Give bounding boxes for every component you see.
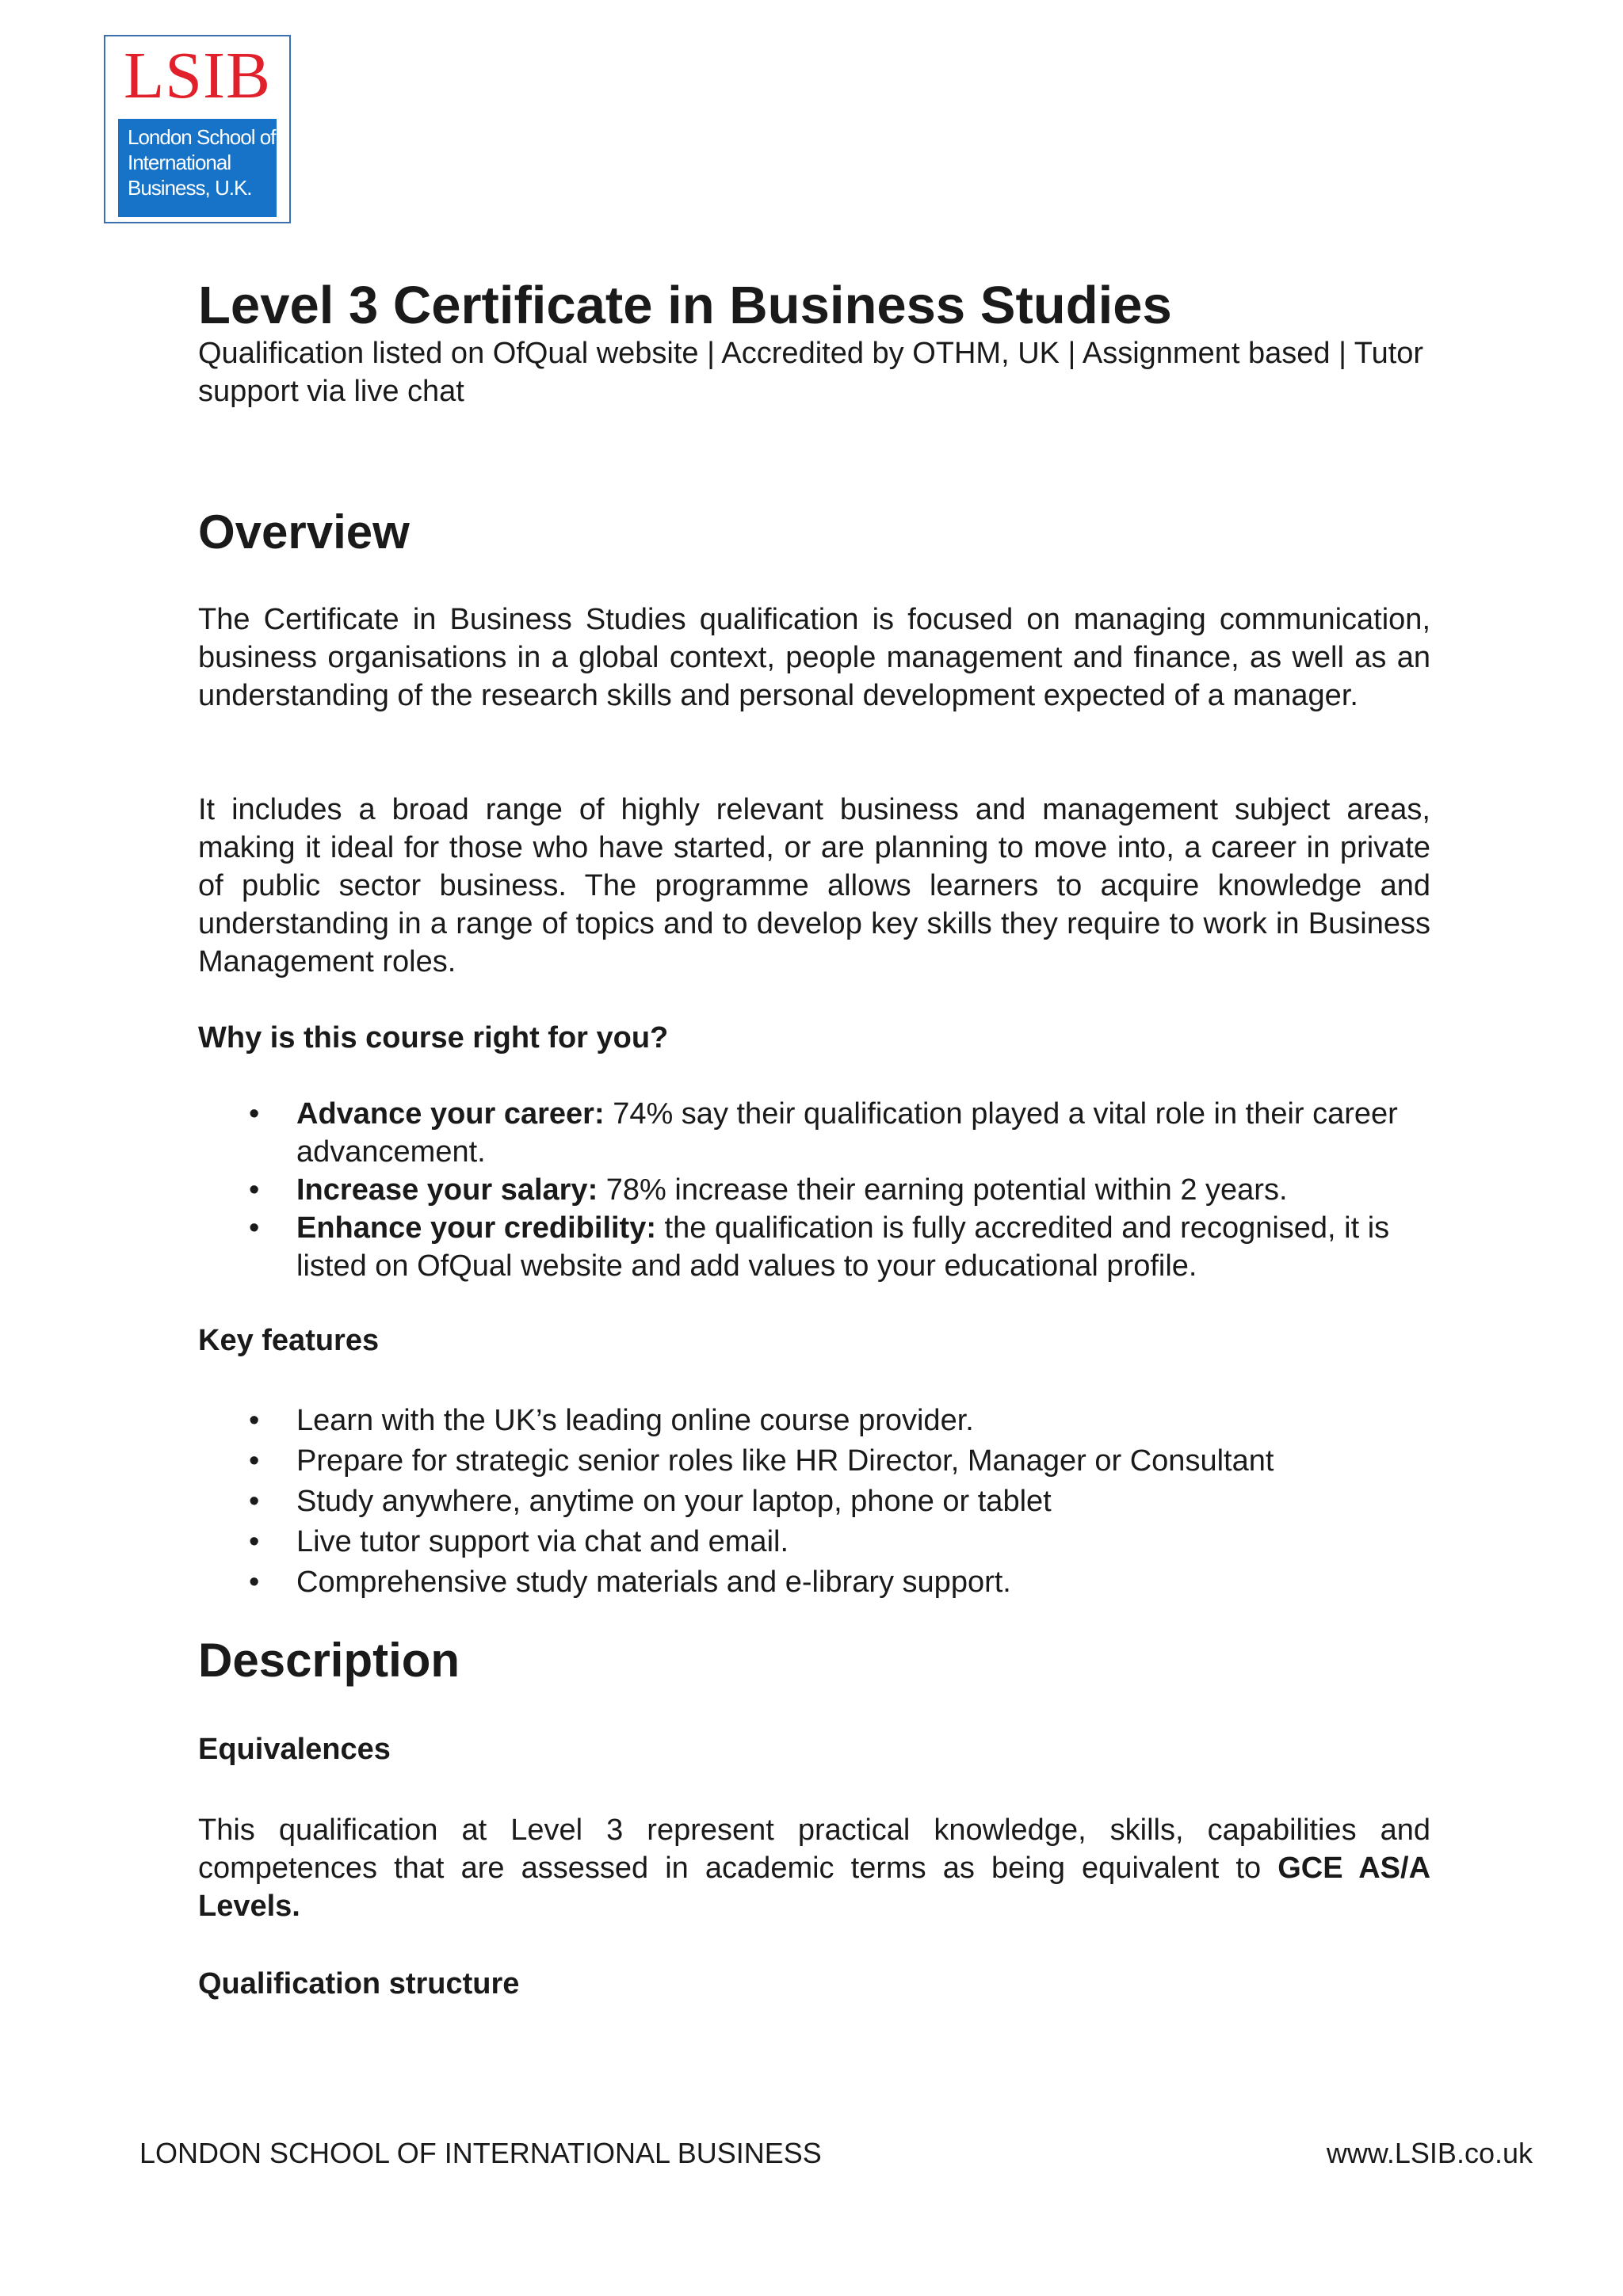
- bullet-icon: •: [249, 1566, 260, 1599]
- list-item: [198, 1482, 1430, 1522]
- footer-school-name: LONDON SCHOOL OF INTERNATIONAL BUSINESS: [139, 2137, 822, 2169]
- bullet-icon: •: [249, 1211, 260, 1245]
- list-item: [198, 1562, 1430, 1603]
- logo-line-3: Business, U.K.: [128, 176, 252, 200]
- page-title: Level 3 Certificate in Business Studies: [198, 276, 1172, 335]
- description-heading: Description: [198, 1634, 460, 1687]
- page-subtitle: Qualification listed on OfQual website | Accredited by OTHM, UK | Assignment based | Tutor support via live chat: [198, 337, 1424, 408]
- why-heading: Why is this course right for you?: [198, 1021, 669, 1055]
- item-bold: Increase your salary:: [296, 1173, 598, 1207]
- bullet-icon: •: [249, 1404, 260, 1437]
- bullet-icon: •: [249, 1173, 260, 1207]
- list-item: [198, 1095, 1430, 1171]
- logo-line-1: London School of: [128, 125, 276, 149]
- bullet-icon: •: [249, 1444, 260, 1478]
- overview-paragraph-1: The Certificate in Business Studies qualification is focused on managing communication, business organisations in a global context, people management and finance, as well as an understanding of the research skills and personal development expected of a manager.: [198, 603, 1430, 712]
- item-text: 78% increase their earning potential within 2 years.: [598, 1173, 1288, 1207]
- item-text: Comprehensive study materials and e-library support.: [296, 1566, 1011, 1599]
- lsib-logo: [104, 35, 291, 223]
- list-item: [198, 1441, 1430, 1482]
- footer-website-link[interactable]: www.LSIB.co.uk: [1326, 2137, 1533, 2169]
- key-features-heading: Key features: [198, 1324, 380, 1357]
- overview-paragraph-2: It includes a broad range of highly relevant business and management subject areas, making it ideal for those who have started, or are planning to move into, a career in private of public sector business. The programme allows learners to acquire knowledge and understanding in a range of topics and to develop key skills they require to work in Business Management roles.: [198, 793, 1430, 978]
- item-text: Study anywhere, anytime on your laptop, phone or tablet: [296, 1485, 1052, 1518]
- why-list: [198, 1095, 1430, 1285]
- equivalences-bold: GCE AS/A Levels.: [198, 1852, 1431, 1923]
- equivalences-text: This qualification at Level 3 represent practical knowledge, skills, capabilities and competences that are assessed in academic terms as being equivalent to: [198, 1814, 1430, 1885]
- bullet-icon: •: [249, 1485, 260, 1518]
- item-text: Prepare for strategic senior roles like HR Director, Manager or Consultant: [296, 1444, 1274, 1478]
- list-item: [198, 1522, 1430, 1562]
- list-item: [198, 1401, 1430, 1441]
- item-text: Learn with the UK’s leading online course provider.: [296, 1404, 974, 1437]
- bullet-icon: •: [249, 1525, 260, 1558]
- item-text: Live tutor support via chat and email.: [296, 1525, 789, 1558]
- bullet-icon: •: [249, 1097, 260, 1131]
- item-bold: Advance your career:: [296, 1097, 605, 1131]
- qualification-structure-heading: Qualification structure: [198, 1967, 520, 2000]
- overview-heading: Overview: [198, 505, 410, 559]
- item-text: 74% say their qualification played a vital role in their career advancement.: [296, 1097, 1398, 1169]
- list-item: [198, 1209, 1430, 1285]
- key-features-list: [198, 1401, 1430, 1603]
- logo-panel: [118, 119, 277, 217]
- equivalences-paragraph: [198, 1811, 1430, 1925]
- logo-wordmark: LSIB: [123, 39, 272, 113]
- equivalences-heading: Equivalences: [198, 1733, 391, 1766]
- list-item: [198, 1171, 1430, 1209]
- logo-line-2: International: [128, 151, 231, 174]
- item-text: the qualification is fully accredited and recognised, it is listed on OfQual website and add values to your educational profile.: [296, 1211, 1390, 1283]
- item-bold: Enhance your credibility:: [296, 1211, 656, 1245]
